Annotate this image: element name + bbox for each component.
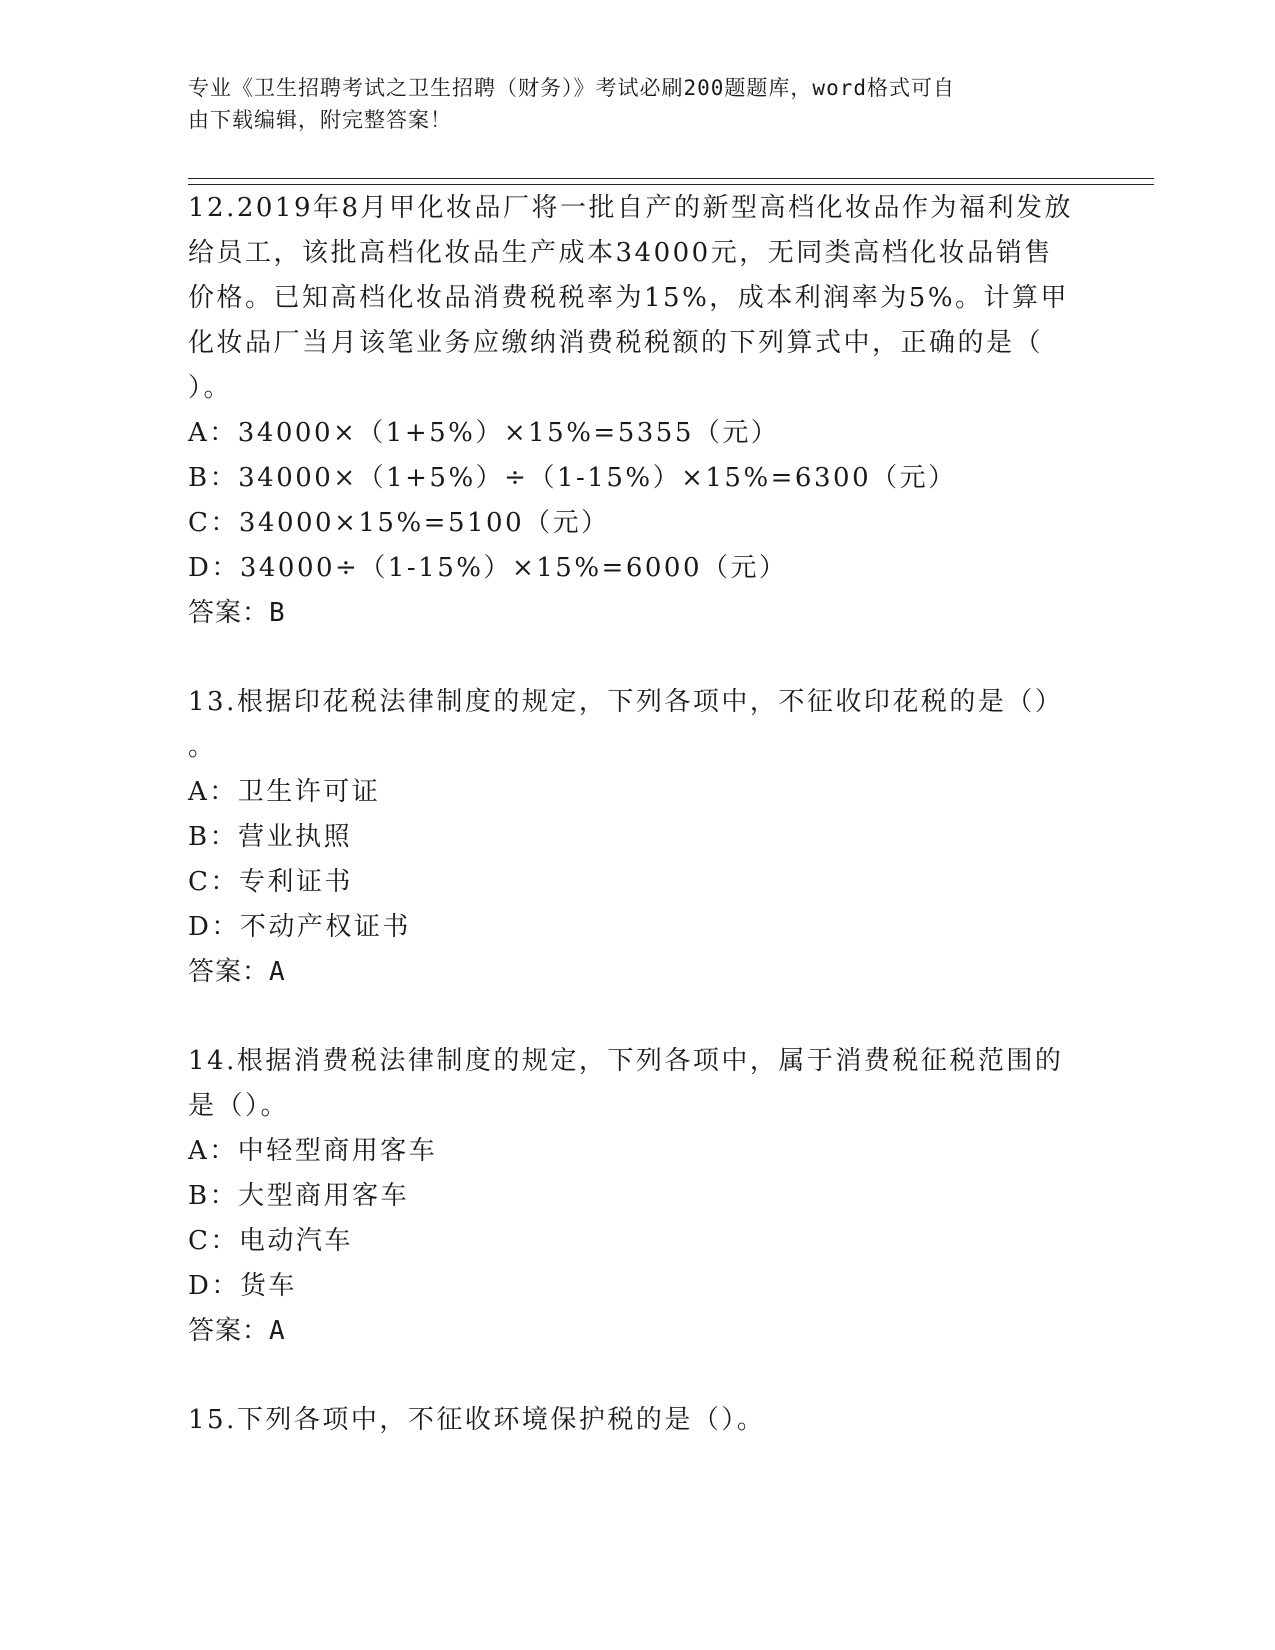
stem-line: 价格。已知高档化妆品消费税税率为15%，成本利润率为5%。计算甲 [188,283,1070,313]
stem-line: 13.根据印花税法律制度的规定，下列各项中，不征收印花税的是（） [188,687,1064,717]
option-c: C：电动汽车 [188,1226,353,1256]
question-stem [188,186,1088,411]
answer-line: 答案：B [188,598,286,628]
stem-line: 15.下列各项中，不征收环境保护税的是（）。 [188,1405,766,1435]
option-a: A：中轻型商用客车 [188,1136,438,1166]
option-c: C：34000×15%=5100（元） [188,508,610,538]
option-b: B：营业执照 [188,822,353,852]
question-13 [188,680,1088,995]
question-14 [188,1039,1088,1354]
header-divider-top [188,178,1154,179]
stem-line: ）。 [188,373,233,403]
stem-line: 是（）。 [188,1091,290,1121]
option-b: B：34000×（1+5%）÷（1-15%）×15%=6300（元） [188,463,957,493]
document-header [188,72,1068,136]
header-line-2: 由下载编辑，附完整答案！ [188,108,452,132]
question-list [188,186,1088,1487]
option-d: D：不动产权证书 [188,912,411,942]
stem-line: 给员工，该批高档化妆品生产成本34000元，无同类高档化妆品销售 [188,238,1053,268]
stem-line: 。 [188,732,217,762]
stem-line: 12.2019年8月甲化妆品厂将一批自产的新型高档化妆品作为福利发放 [188,193,1074,223]
header-line-1: 专业《卫生招聘考试之卫生招聘（财务）》考试必刷200题题库，word格式可自 [188,76,955,100]
stem-line: 化妆品厂当月该笔业务应缴纳消费税税额的下列算式中，正确的是（ [188,328,1044,358]
header-divider-bottom [188,184,1154,185]
question-stem [188,1039,1088,1129]
option-a: A：卫生许可证 [188,777,381,807]
answer-line: 答案：A [188,1316,286,1346]
stem-line: 14.根据消费税法律制度的规定，下列各项中，属于消费税征税范围的 [188,1046,1064,1076]
option-d: D：货车 [188,1271,297,1301]
question-15 [188,1398,1088,1443]
option-a: A：34000×（1+5%）×15%=5355（元） [188,418,780,448]
option-d: D：34000÷（1-15%）×15%=6000（元） [188,553,788,583]
option-b: B：大型商用客车 [188,1181,410,1211]
question-12 [188,186,1088,636]
question-stem [188,680,1088,770]
answer-line: 答案：A [188,957,286,987]
option-c: C：专利证书 [188,867,353,897]
question-stem [188,1398,1088,1443]
